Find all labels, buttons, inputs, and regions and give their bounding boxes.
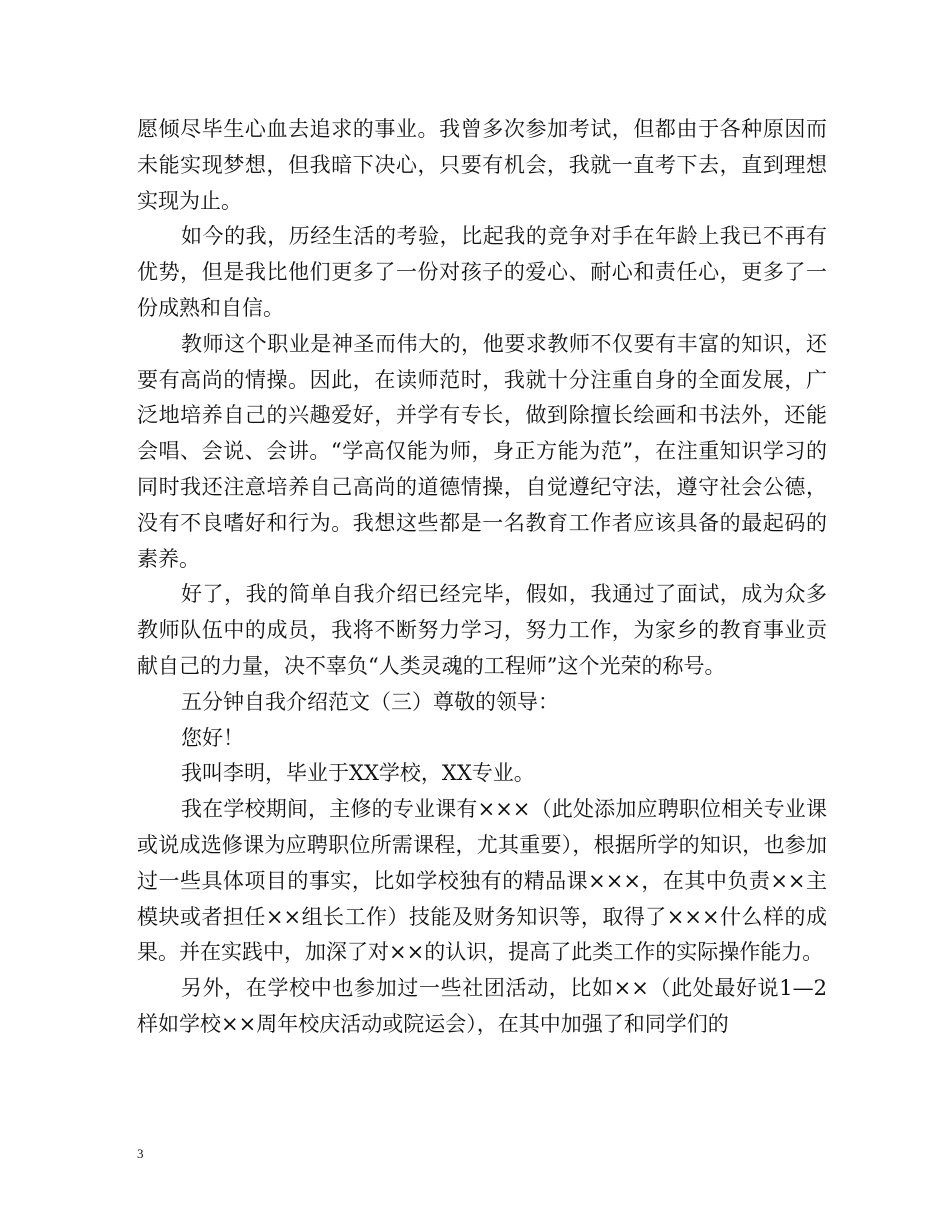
paragraph-courses: 我在学校期间，主修的专业课有×××（此处添加应聘职位相关专业课或说成选修课为应聘职位所需课程，尤其重要），根据所学的知识，也参加过一些具体项目的事实，比如学校独有的精品课×××，在其中负责××主模块或者担任××组长工作）技能及财务知识等，取得了×××什么样的成果。并在实践中，加深了对××的认识，提高了此类工作的实际操作能力。 bbox=[137, 797, 827, 965]
paragraph-intro: 我叫李明，毕业于XX学校，XX专业。 bbox=[181, 761, 535, 786]
greeting: 您好！ bbox=[181, 725, 244, 750]
paragraph-4: 好了，我的简单自我介绍已经完毕，假如，我通过了面试，成为众多教师队伍中的成员，我将不断努力学习，努力工作，为家乡的教育事业贡献自己的力量，决不辜负“人类灵魂的工程师”这个光荣的称号。 bbox=[137, 582, 827, 678]
page-number: 3 bbox=[137, 1146, 144, 1161]
paragraph-1: 愿倾尽毕生心血去追求的事业。我曾多次参加考试，但都由于各种原因而未能实现梦想，但我暗下决心，只要有机会，我就一直考下去，直到理想实现为止。 bbox=[137, 117, 827, 213]
paragraph-2: 如今的我，历经生活的考验，比起我的竞争对手在年龄上我已不再有优势，但是我比他们更多了一份对孩子的爱心、耐心和责任心，更多了一份成熟和自信。 bbox=[137, 224, 827, 320]
section-heading: 五分钟自我介绍范文（三）尊敬的领导： bbox=[181, 689, 559, 714]
paragraph-3: 教师这个职业是神圣而伟大的，他要求教师不仅要有丰富的知识，还要有高尚的情操。因此，在读师范时，我就十分注重自身的全面发展，广泛地培养自己的兴趣爱好，并学有专长，做到除擅长绘画和书法外，还能会唱、会说、会讲。“学高仅能为师，身正方能为范”，在注重知识学习的同时我还注意培养自己高尚的道德情操，自觉遵纪守法，遵守社会公德，没有不良嗜好和行为。我想这些都是一名教育工作者应该具备的最起码的素养。 bbox=[137, 331, 827, 571]
paragraph-activities: 另外，在学校中也参加过一些社团活动，比如××（此处最好说1—2样如学校××周年校庆活动或院运会），在其中加强了和同学们的 bbox=[137, 976, 827, 1036]
body-text bbox=[137, 112, 827, 1043]
